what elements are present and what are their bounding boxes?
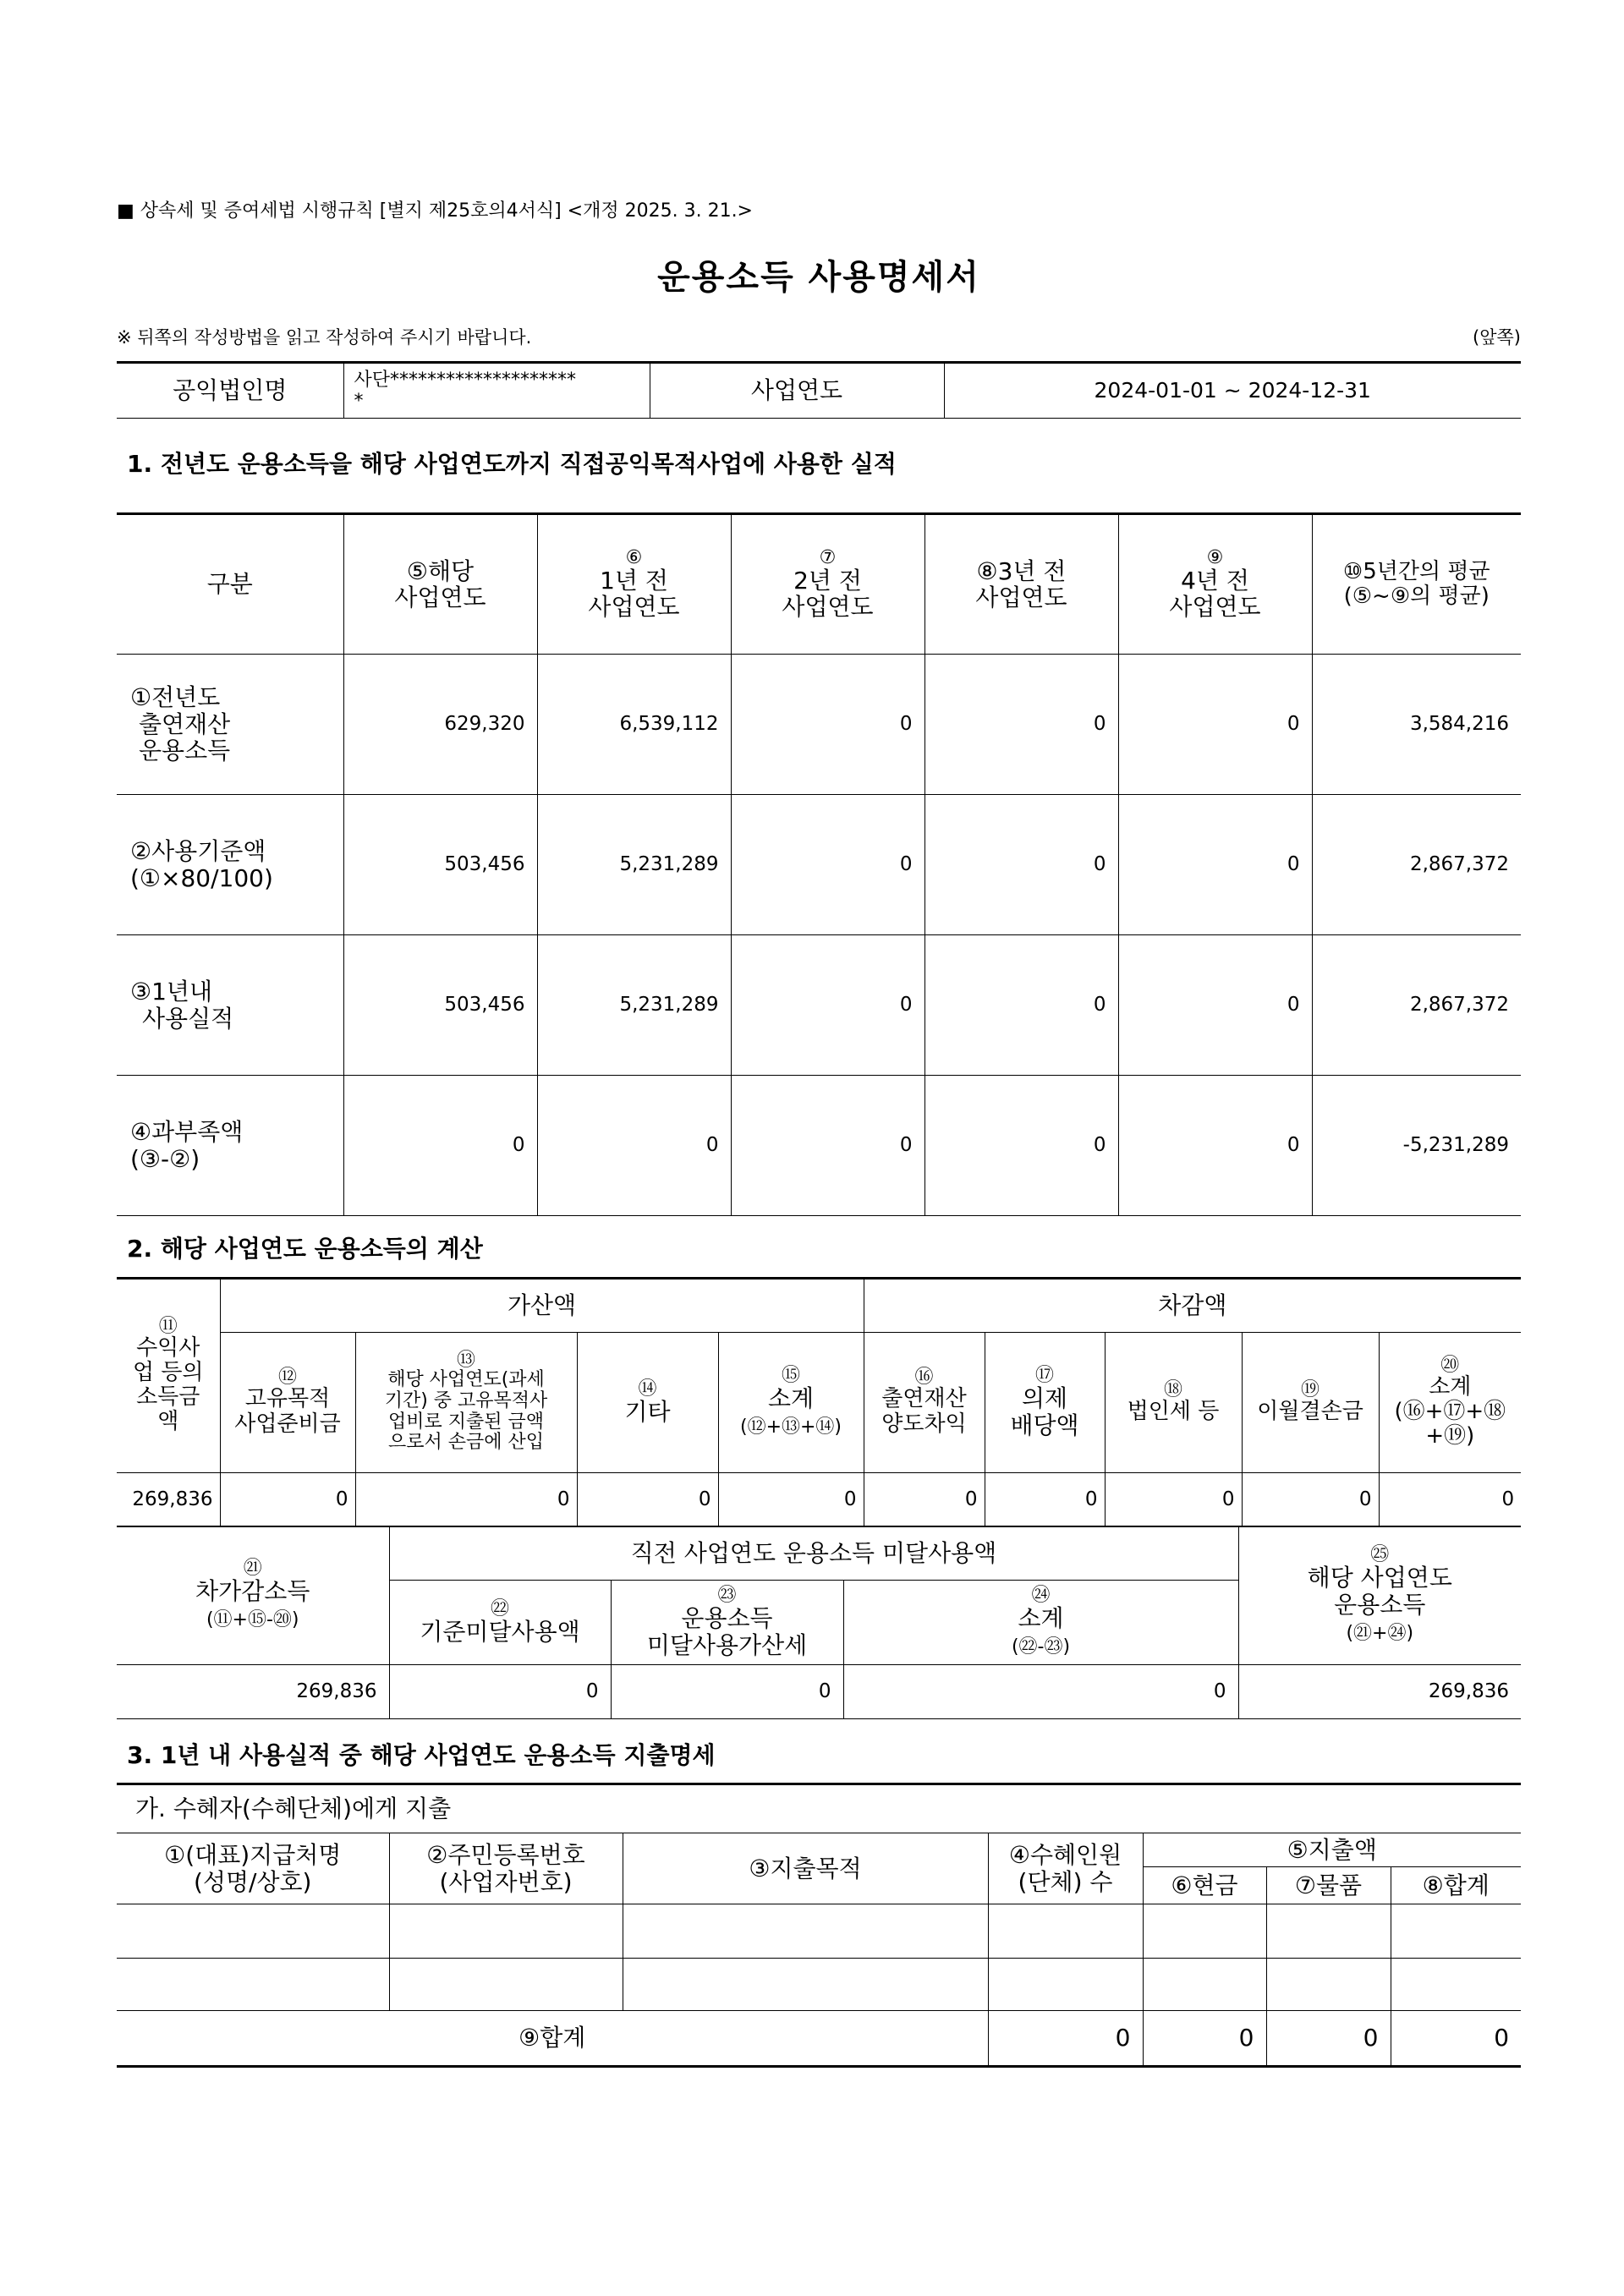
s3-h3-l0: ③지출목적 bbox=[749, 1854, 862, 1882]
s3-r1-c4 bbox=[988, 1904, 1143, 1959]
s1-h2-line1: 사업연도 bbox=[588, 593, 680, 621]
s3-empty-row-2 bbox=[117, 1959, 1521, 2011]
s2-values-row bbox=[117, 1473, 1521, 1527]
s1-h2-line0: 1년 전 bbox=[600, 566, 668, 595]
s1-r3-l1: 사용실적 bbox=[142, 1004, 234, 1033]
s3-h1 bbox=[117, 1833, 389, 1904]
s2-c11-l2: 소득금 bbox=[136, 1384, 200, 1410]
s2-c12-l1: 사업준비금 bbox=[234, 1411, 341, 1437]
s2-c13-l3: 으로서 손금에 산입 bbox=[387, 1432, 544, 1454]
s1-h4-line1: 사업연도 bbox=[975, 584, 1067, 611]
s3-r1-c3 bbox=[623, 1904, 988, 1959]
s2-c20-l2: +⑲) bbox=[1425, 1423, 1475, 1449]
s2-c13-l1: 기간) 중 고유목적사 bbox=[384, 1389, 548, 1411]
s3-r1-c7 bbox=[1391, 1904, 1521, 1959]
section1-row-3 bbox=[117, 935, 1521, 1076]
s1-row2-label bbox=[117, 795, 343, 935]
s2-c20-l0: 소계 bbox=[1429, 1373, 1472, 1400]
s2-v19: 0 bbox=[1242, 1473, 1379, 1527]
s1-r2-v3: 0 bbox=[924, 795, 1118, 935]
s2-c25-l1: 운용소득 bbox=[1334, 1590, 1426, 1619]
s1-h2-mark: ⑥ bbox=[625, 546, 643, 568]
s1-r2-l0: ②사용기준액 bbox=[130, 837, 266, 866]
s1-r1-l2: 운용소득 bbox=[139, 737, 231, 765]
s2-sub-header: 차감액 bbox=[864, 1279, 1521, 1333]
s3-h5: ⑤지출액 bbox=[1143, 1833, 1521, 1867]
s2-c22-mark: ㉒ bbox=[490, 1597, 509, 1619]
corp-name-value bbox=[343, 363, 650, 419]
s1-r1-v2: 0 bbox=[731, 655, 924, 795]
s1-h0-line0: 구분 bbox=[206, 570, 253, 599]
s3-h3 bbox=[623, 1833, 988, 1904]
s2-col24-header bbox=[843, 1581, 1238, 1665]
s3-total-8: 0 bbox=[1391, 2011, 1521, 2067]
s3-r2-c4 bbox=[988, 1959, 1143, 2011]
s2-col15-header bbox=[718, 1333, 864, 1473]
s3-r2-c1 bbox=[117, 1959, 389, 2011]
s2-c11-mark: ⑪ bbox=[158, 1315, 178, 1337]
s2-c24-l1: (㉒-㉓) bbox=[1011, 1636, 1071, 1658]
s3-r1-c2 bbox=[389, 1904, 623, 1959]
section1-row-4 bbox=[117, 1076, 1521, 1216]
s1-header-0 bbox=[117, 514, 343, 655]
s1-r1-l0: ①전년도 bbox=[130, 683, 221, 712]
s2-c18-mark: ⑱ bbox=[1164, 1378, 1183, 1400]
s1-r4-v3: 0 bbox=[924, 1076, 1118, 1216]
s1-header-6 bbox=[1312, 514, 1521, 655]
s1-h3-mark: ⑦ bbox=[819, 546, 837, 568]
s1-header-5 bbox=[1118, 514, 1312, 655]
s2-c12-mark: ⑫ bbox=[277, 1367, 297, 1389]
s1-row1-label bbox=[117, 655, 343, 795]
s1-r3-v2: 0 bbox=[731, 935, 924, 1076]
s3-h1-l1: (성명/상호) bbox=[194, 1867, 312, 1896]
s2-v17: 0 bbox=[985, 1473, 1105, 1527]
s1-r2-v4: 0 bbox=[1118, 795, 1312, 935]
s3-r2-c6 bbox=[1266, 1959, 1391, 2011]
s2-col14-header bbox=[577, 1333, 718, 1473]
s2-c12-l0: 고유목적 bbox=[244, 1386, 331, 1412]
section1-title: 1. 전년도 운용소득을 해당 사업연도까지 직접공익목적사업에 사용한 실적 bbox=[127, 450, 897, 478]
s1-row3-label bbox=[117, 935, 343, 1076]
s1-r4-v0: 0 bbox=[343, 1076, 537, 1216]
s1-r3-v4: 0 bbox=[1118, 935, 1312, 1076]
s1-h5-line1: 사업연도 bbox=[1169, 593, 1261, 621]
s2-c23-l1: 미달사용가산세 bbox=[646, 1630, 808, 1659]
s2-col13-header bbox=[355, 1333, 577, 1473]
s1-h3-line1: 사업연도 bbox=[782, 593, 874, 621]
s2-c13-l2: 업비로 지출된 금액 bbox=[387, 1411, 544, 1433]
s2-c11-l1: 업 등의 bbox=[132, 1359, 204, 1385]
s3-h7: ⑦물품 bbox=[1266, 1867, 1391, 1904]
s2-c11-l0: 수익사 bbox=[136, 1334, 200, 1361]
s2-v25: 269,836 bbox=[1238, 1665, 1521, 1719]
s1-r1-v0: 629,320 bbox=[343, 655, 537, 795]
s1-r3-v3: 0 bbox=[924, 935, 1118, 1076]
s3-subtitle: 가. 수혜자(수혜단체)에게 지출 bbox=[117, 1784, 1521, 1833]
s2-v14: 0 bbox=[577, 1473, 718, 1527]
s2-c25-l0: 해당 사업연도 bbox=[1307, 1564, 1452, 1592]
s3-r1-c6 bbox=[1266, 1904, 1391, 1959]
s2-col19-header bbox=[1242, 1333, 1379, 1473]
s3-total-row bbox=[117, 2011, 1521, 2067]
s1-r2-v1: 5,231,289 bbox=[537, 795, 731, 935]
s1-h6-line0: ⑩5년간의 평균 bbox=[1342, 558, 1490, 584]
page-title: 운용소득 사용명세서 bbox=[657, 258, 980, 297]
corp-name-text: 사단******************** bbox=[354, 369, 577, 391]
s2-v18: 0 bbox=[1105, 1473, 1242, 1527]
section2-table bbox=[117, 1277, 1521, 1527]
corp-name-label: 공익법인명 bbox=[117, 363, 343, 419]
s1-r4-l1: (③-②) bbox=[130, 1144, 200, 1173]
s1-r4-v4: 0 bbox=[1118, 1076, 1312, 1216]
section3-title: 3. 1년 내 사용실적 중 해당 사업연도 운용소득 지출명세 bbox=[127, 1741, 716, 1769]
s1-r2-v0: 503,456 bbox=[343, 795, 537, 935]
s1-r2-l1: (①×80/100) bbox=[130, 863, 273, 892]
form-reference: ■ 상속세 및 증여세법 시행규칙 [별지 제25호의4서식] <개정 2025. 3. 21.> bbox=[117, 200, 753, 222]
s2-c18-l0: 법인세 등 bbox=[1127, 1398, 1220, 1424]
year-label: 사업연도 bbox=[650, 363, 944, 419]
s3-total-7: 0 bbox=[1266, 2011, 1391, 2067]
s1-h5-mark: ⑨ bbox=[1206, 546, 1224, 568]
s2-v23: 0 bbox=[611, 1665, 843, 1719]
s2-v24: 0 bbox=[843, 1665, 1238, 1719]
s2-c20-l1: (⑯+⑰+⑱ bbox=[1394, 1398, 1506, 1424]
s2-col11-header bbox=[117, 1279, 220, 1473]
s2-c19-mark: ⑲ bbox=[1301, 1378, 1320, 1400]
section1-table bbox=[117, 512, 1521, 1216]
s2-c21-l0: 차가감소득 bbox=[195, 1577, 310, 1605]
s2-unused-header: 직전 사업연도 운용소득 미달사용액 bbox=[389, 1526, 1238, 1581]
s2-c22-l0: 기준미달사용액 bbox=[420, 1617, 580, 1646]
s2-c25-mark: ㉕ bbox=[1370, 1544, 1390, 1566]
s2-c25-l2: (㉑+㉔) bbox=[1346, 1623, 1414, 1645]
info-table bbox=[117, 361, 1521, 419]
s1-header-3 bbox=[731, 514, 924, 655]
s2-col12-header bbox=[220, 1333, 355, 1473]
s2-c11-l3: 액 bbox=[157, 1409, 179, 1435]
s1-h1-line1: 사업연도 bbox=[394, 584, 486, 611]
s2-values-row-b bbox=[117, 1665, 1521, 1719]
s2-col17-header bbox=[985, 1333, 1105, 1473]
s2-col21-header bbox=[117, 1526, 389, 1665]
s1-h6-line1: (⑤~⑨의 평균) bbox=[1343, 584, 1490, 609]
s1-r4-v1: 0 bbox=[537, 1076, 731, 1216]
s2-c14-l0: 기타 bbox=[624, 1397, 671, 1426]
corp-name-text-cont: * bbox=[354, 391, 364, 412]
s3-h2-l1: (사업자번호) bbox=[439, 1867, 573, 1896]
s3-total-6: 0 bbox=[1143, 2011, 1266, 2067]
s2-c23-mark: ㉓ bbox=[717, 1585, 737, 1607]
section1-row-2 bbox=[117, 795, 1521, 935]
section2-table-b bbox=[117, 1526, 1521, 1719]
s3-h4 bbox=[988, 1833, 1143, 1904]
s1-r3-v0: 503,456 bbox=[343, 935, 537, 1076]
s1-r4-v2: 0 bbox=[731, 1076, 924, 1216]
s3-h1-l0: ①(대표)지급처명 bbox=[164, 1841, 342, 1870]
s2-c16-l1: 양도차익 bbox=[881, 1411, 967, 1437]
s1-header-4 bbox=[924, 514, 1118, 655]
s2-c17-l0: 의제 bbox=[1021, 1384, 1068, 1413]
s1-r1-v1: 6,539,112 bbox=[537, 655, 731, 795]
section1-header-row bbox=[117, 514, 1521, 655]
s1-header-2 bbox=[537, 514, 731, 655]
s2-c24-l0: 소계 bbox=[1018, 1604, 1064, 1632]
s2-c13-mark: ⑬ bbox=[456, 1350, 475, 1372]
s2-v12: 0 bbox=[220, 1473, 355, 1527]
s3-r1-c5 bbox=[1143, 1904, 1266, 1959]
s2-col20-header bbox=[1379, 1333, 1521, 1473]
s2-col16-header bbox=[864, 1333, 985, 1473]
s1-r2-v5: 2,867,372 bbox=[1312, 795, 1521, 935]
s2-c15-l1: (⑫+⑬+⑭) bbox=[739, 1417, 842, 1438]
s2-v16: 0 bbox=[864, 1473, 985, 1527]
s1-r1-l1: 출연재산 bbox=[139, 710, 231, 738]
s1-r4-v5: -5,231,289 bbox=[1312, 1076, 1521, 1216]
s3-empty-row-1 bbox=[117, 1904, 1521, 1959]
s2-c16-mark: ⑯ bbox=[914, 1367, 934, 1389]
s2-c13-l0: 해당 사업연도(과세 bbox=[387, 1369, 545, 1391]
s1-r3-v1: 5,231,289 bbox=[537, 935, 731, 1076]
s1-header-1 bbox=[343, 514, 537, 655]
s3-h4-l0: ④수혜인원 bbox=[1008, 1841, 1122, 1870]
s2-add-header: 가산액 bbox=[220, 1279, 864, 1333]
s1-r2-v2: 0 bbox=[731, 795, 924, 935]
s3-total-4: 0 bbox=[988, 2011, 1143, 2067]
year-value: 2024-01-01 ~ 2024-12-31 bbox=[944, 363, 1521, 419]
s1-row4-label bbox=[117, 1076, 343, 1216]
s3-total-label: ⑨합계 bbox=[117, 2011, 988, 2067]
s1-h5-line0: 4년 전 bbox=[1181, 566, 1249, 595]
s2-c17-l1: 배당액 bbox=[1010, 1411, 1079, 1439]
s3-r2-c2 bbox=[389, 1959, 623, 2011]
s2-c15-l0: 소계 bbox=[767, 1384, 815, 1412]
s3-r2-c3 bbox=[623, 1959, 988, 2011]
s1-h1-line0: ⑤해당 bbox=[406, 556, 475, 585]
s2-v22: 0 bbox=[389, 1665, 611, 1719]
section1-row-1 bbox=[117, 655, 1521, 795]
s2-c15-mark: ⑮ bbox=[782, 1365, 801, 1386]
s3-r2-c5 bbox=[1143, 1959, 1266, 2011]
s1-h3-line0: 2년 전 bbox=[793, 566, 862, 595]
s1-r4-l0: ④과부족액 bbox=[130, 1118, 244, 1147]
s2-col18-header bbox=[1105, 1333, 1242, 1473]
s1-r1-v5: 3,584,216 bbox=[1312, 655, 1521, 795]
s2-c20-mark: ⑳ bbox=[1440, 1354, 1460, 1376]
s2-col22-header bbox=[389, 1581, 611, 1665]
s2-c24-mark: ㉔ bbox=[1031, 1585, 1051, 1606]
s2-col25-header bbox=[1238, 1526, 1521, 1665]
section2-title: 2. 해당 사업연도 운용소득의 계산 bbox=[127, 1235, 483, 1263]
s3-r1-c1 bbox=[117, 1904, 389, 1959]
s3-h6: ⑥현금 bbox=[1143, 1867, 1266, 1904]
s1-h4-line0: ⑧3년 전 bbox=[976, 556, 1067, 585]
s2-c14-mark: ⑭ bbox=[638, 1378, 657, 1400]
s2-c23-l0: 운용소득 bbox=[681, 1604, 773, 1633]
s1-r1-v3: 0 bbox=[924, 655, 1118, 795]
s3-h2-l0: ②주민등록번호 bbox=[426, 1841, 585, 1870]
s1-r1-v4: 0 bbox=[1118, 655, 1312, 795]
s3-r2-c7 bbox=[1391, 1959, 1521, 2011]
s2-c19-l0: 이월결손금 bbox=[1257, 1398, 1363, 1424]
s2-v15: 0 bbox=[718, 1473, 864, 1527]
s2-v21: 269,836 bbox=[117, 1665, 389, 1719]
s2-c16-l0: 출연재산 bbox=[881, 1386, 967, 1412]
s1-r3-l0: ③1년내 bbox=[130, 978, 213, 1006]
instruction-note: ※ 뒤쪽의 작성방법을 읽고 작성하여 주시기 바랍니다. bbox=[117, 327, 532, 348]
s2-col23-header bbox=[611, 1581, 843, 1665]
s1-r3-v5: 2,867,372 bbox=[1312, 935, 1521, 1076]
s2-c21-mark: ㉑ bbox=[243, 1558, 262, 1579]
s2-v11: 269,836 bbox=[117, 1473, 220, 1527]
s2-v20: 0 bbox=[1379, 1473, 1521, 1527]
s3-h2 bbox=[389, 1833, 623, 1904]
page-side-label: (앞쪽) bbox=[1473, 327, 1521, 348]
section3-table bbox=[117, 1783, 1521, 2068]
s2-c17-mark: ⑰ bbox=[1035, 1365, 1055, 1387]
s3-h4-l1: (단체) 수 bbox=[1018, 1867, 1113, 1896]
s3-h8: ⑧합계 bbox=[1391, 1867, 1521, 1904]
s2-c21-l1: (⑪+⑮-⑳) bbox=[206, 1609, 299, 1631]
s2-v13: 0 bbox=[355, 1473, 577, 1527]
